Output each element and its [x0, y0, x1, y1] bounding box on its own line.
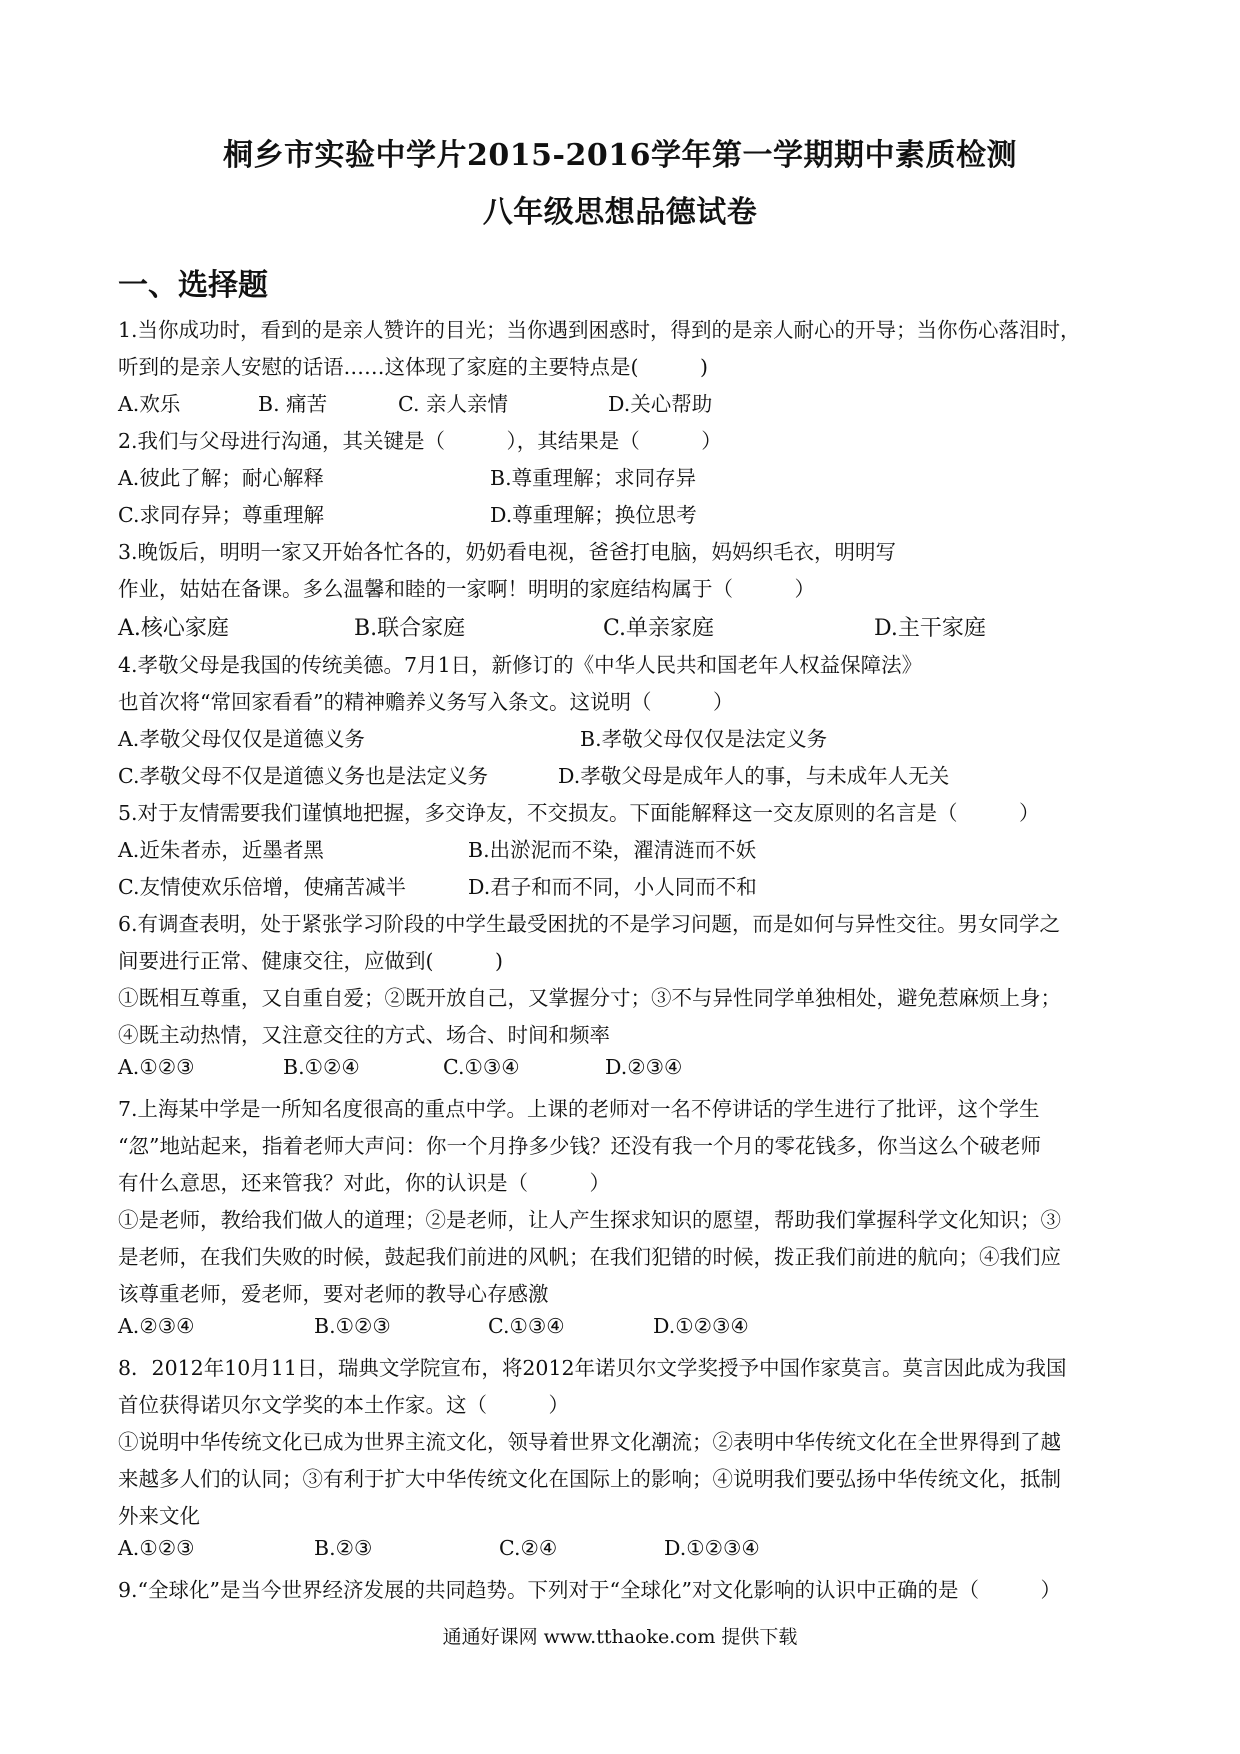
- option-a: A.①②③: [118, 1055, 195, 1079]
- question-7-line-5: 是老师，在我们失败的时候，鼓起我们前进的风帆；在我们犯错的时候，拨正我们前进的航向；④我们应: [118, 1245, 1061, 1269]
- option-b: B.孝敬父母仅仅是法定义务: [580, 727, 828, 751]
- question-6-line-2: 间要进行正常、健康交往，应做到( ): [118, 949, 503, 973]
- question-7-line-6: 该尊重老师，爱老师，要对老师的教导心存感激: [118, 1282, 549, 1306]
- option-d: D.①②③④: [653, 1314, 749, 1338]
- question-1-line-2: 听到的是亲人安慰的话语……这体现了家庭的主要特点是( ): [118, 355, 708, 379]
- option-b: B.①②④: [283, 1055, 360, 1079]
- option-b: B.②③: [314, 1536, 373, 1560]
- option-c: C.单亲家庭: [603, 616, 715, 641]
- question-4-line-2: 也首次将“常回家看看”的精神赡养义务写入条文。这说明（ ）: [118, 690, 734, 714]
- exam-subtitle: 八年级思想品德试卷: [482, 195, 758, 230]
- option-a: A.近朱者赤，近墨者黑: [118, 838, 324, 862]
- question-8-line-2: 首位获得诺贝尔文学奖的本土作家。这（ ）: [118, 1393, 569, 1417]
- question-3-line-2: 作业，姑姑在备课。多么温馨和睦的一家啊！明明的家庭结构属于（ ）: [118, 577, 815, 601]
- question-1-line-1: 1.当你成功时，看到的是亲人赞许的目光；当你遇到困惑时，得到的是亲人耐心的开导；当你伤心落泪时，: [118, 318, 1081, 342]
- option-a: A.核心家庭: [118, 616, 229, 641]
- option-c: C.①③④: [488, 1314, 565, 1338]
- option-d: D.尊重理解；换位思考: [490, 503, 697, 527]
- option-c: C.②④: [499, 1536, 558, 1560]
- exam-title: 桐乡市实验中学片2015-2016学年第一学期期中素质检测: [223, 138, 1017, 173]
- option-d: D.君子和而不同，小人同而不和: [468, 875, 757, 899]
- option-a: A.②③④: [118, 1314, 195, 1338]
- option-a: A.彼此了解；耐心解释: [118, 466, 324, 490]
- question-3-line-1: 3.晚饭后，明明一家又开始各忙各的，奶奶看电视，爸爸打电脑，妈妈织毛衣，明明写: [118, 540, 897, 564]
- option-d: D.关心帮助: [608, 392, 713, 416]
- question-6-line-1: 6.有调查表明，处于紧张学习阶段的中学生最受困扰的不是学习问题，而是如何与异性交往。男女同学之: [118, 912, 1061, 936]
- question-8-line-1: 8．2012年10月11日，瑞典文学院宣布，将2012年诺贝尔文学奖授予中国作家莫言。莫言因此成为我国: [118, 1356, 1067, 1380]
- question-4-line-1: 4.孝敬父母是我国的传统美德。7月1日，新修订的《中华人民共和国老年人权益保障法》: [118, 653, 923, 677]
- option-c: C.①③④: [443, 1055, 520, 1079]
- option-d: D.主干家庭: [874, 616, 986, 641]
- page-footer: 通通好课网 www.tthaoke.com 提供下载: [442, 1626, 798, 1648]
- question-8-line-4: 来越多人们的认同；③有利于扩大中华传统文化在国际上的影响；④说明我们要弘扬中华传统文化，抵制: [118, 1467, 1061, 1491]
- option-d: D.孝敬父母是成年人的事，与未成年人无关: [558, 764, 950, 788]
- option-c: C.孝敬父母不仅是道德义务也是法定义务: [118, 764, 488, 788]
- option-c: C.友情使欢乐倍增，使痛苦减半: [118, 875, 406, 899]
- option-a: A.孝敬父母仅仅是道德义务: [118, 727, 365, 751]
- question-6-line-4: ④既主动热情，又注意交往的方式、场合、时间和频率: [118, 1023, 610, 1047]
- question-7-line-1: 7.上海某中学是一所知名度很高的重点中学。上课的老师对一名不停讲话的学生进行了批评，这个学生: [118, 1097, 1040, 1121]
- question-8-line-3: ①说明中华传统文化已成为世界主流文化，领导着世界文化潮流；②表明中华传统文化在全世界得到了越: [118, 1430, 1061, 1454]
- option-b: B.尊重理解；求同存异: [490, 466, 697, 490]
- option-a: A.①②③: [118, 1536, 195, 1560]
- question-7-line-2: “忽”地站起来，指着老师大声问：你一个月挣多少钱？还没有我一个月的零花钱多，你当这么个破老师: [118, 1134, 1041, 1158]
- question-7-line-4: ①是老师，教给我们做人的道理；②是老师，让人产生探求知识的愿望，帮助我们掌握科学文化知识；③: [118, 1208, 1061, 1232]
- question-6-line-3: ①既相互尊重，又自重自爱；②既开放自己，又掌握分寸；③不与异性同学单独相处，避免惹麻烦上身；: [118, 986, 1061, 1010]
- option-b: B.出淤泥而不染，濯清涟而不妖: [468, 838, 757, 862]
- option-b: B.联合家庭: [354, 616, 466, 641]
- option-b: B.①②③: [314, 1314, 391, 1338]
- option-d: D.②③④: [605, 1055, 683, 1079]
- option-b: B. 痛苦: [258, 392, 328, 416]
- option-d: D.①②③④: [664, 1536, 760, 1560]
- question-2-line-1: 2.我们与父母进行沟通，其关键是（ ），其结果是（ ）: [118, 429, 722, 453]
- question-7-line-3: 有什么意思，还来管我？对此，你的认识是（ ）: [118, 1171, 610, 1195]
- question-8-line-5: 外来文化: [118, 1504, 200, 1528]
- option-a: A.欢乐: [118, 392, 181, 416]
- option-c: C.求同存异；尊重理解: [118, 503, 324, 527]
- option-c: C. 亲人亲情: [398, 392, 508, 416]
- section-heading: 一、选择题: [118, 268, 268, 303]
- question-5-line-1: 5.对于友情需要我们谨慎地把握，多交诤友，不交损友。下面能解释这一交友原则的名言是（ ）: [118, 801, 1040, 825]
- question-9-line-1: 9.“全球化”是当今世界经济发展的共同趋势。下列对于“全球化”对文化影响的认识中正确的是（ ）: [118, 1578, 1061, 1602]
